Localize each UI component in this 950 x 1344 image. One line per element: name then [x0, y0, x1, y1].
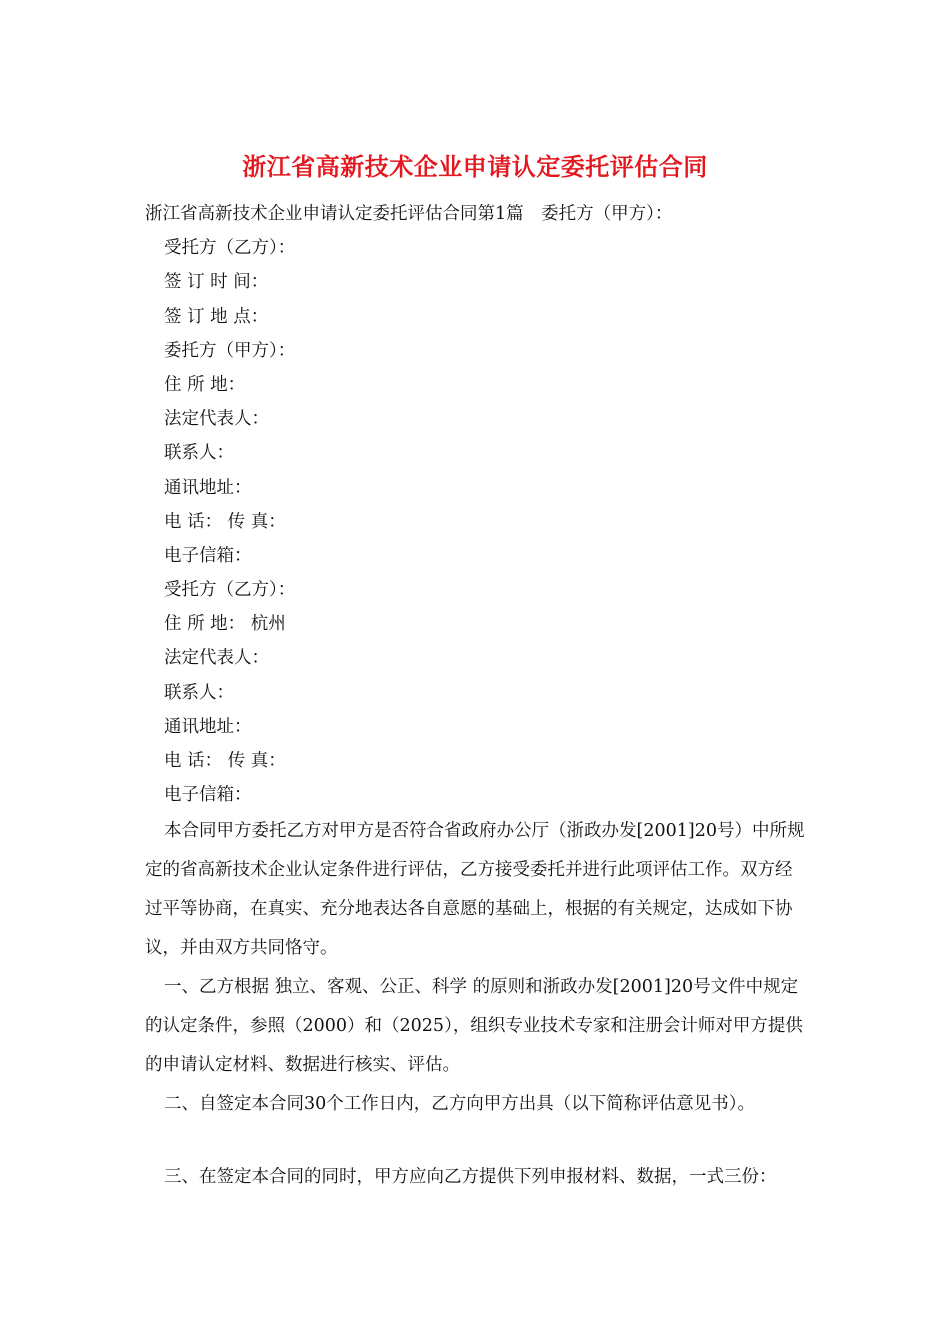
field-trustee-contact: 联系人： [164, 682, 234, 703]
paragraph-clause-3: 三、在签定本合同的同时，甲方应向乙方提供下列申报材料、数据，一式三份： [164, 1167, 777, 1188]
field-trustee-2: 受托方（乙方）： [164, 580, 296, 601]
field-client-email: 电子信箱： [164, 545, 252, 566]
spacer [145, 1124, 805, 1158]
intro-line: 浙江省高新技术企业申请认定委托评估合同第1篇 委托方（甲方）： [145, 204, 673, 224]
paragraph-purpose: 本合同甲方委托乙方对甲方是否符合省政府办公厅（浙政办发[2001]20号）中所规定的省高新技术企业认定条件进行评估，乙方接受委托并进行此项评估工作。双方经过平等协商，在真实、充分地表达各自意愿的基础上，根据的有关规定，达成如下协议，并由双方共同恪守。 [145, 821, 805, 959]
field-client-phone-fax: 电 话： 传 真： [164, 511, 286, 532]
document-title: 浙江省高新技术企业申请认定委托评估合同 [242, 152, 708, 181]
field-sign-place: 签 订 地 点： [164, 306, 269, 327]
field-trustee-phone-fax: 电 话： 传 真： [164, 751, 286, 771]
field-client-legal-rep: 法定代表人： [164, 409, 269, 430]
field-trustee-legal-rep: 法定代表人： [164, 648, 269, 669]
field-client-address: 住 所 地： [164, 374, 246, 395]
document-body [145, 197, 805, 1197]
field-trustee-mail-address: 通讯地址： [164, 716, 252, 737]
paragraph-clause-1: 一、乙方根据 独立、客观、公正、科学 的原则和浙政办发[2001]20号文件中规定的认定条件，参照（2000）和（2025），组织专业技术专家和注册会计师对甲方提供的申请认定材料、数据进行核实、评估。 [145, 977, 803, 1076]
field-client: 委托方（甲方）： [164, 340, 296, 361]
field-trustee-address: 住 所 地： 杭州 [164, 614, 286, 635]
field-client-mail-address: 通讯地址： [164, 477, 252, 498]
field-trustee: 受托方（乙方）： [164, 238, 296, 259]
field-client-contact: 联系人： [164, 443, 234, 464]
paragraph-clause-2: 二、自签定本合同30个工作日内，乙方向甲方出具（以下简称评估意见书）。 [164, 1094, 756, 1115]
field-trustee-email: 电子信箱： [164, 785, 252, 806]
field-sign-time: 签 订 时 间： [164, 272, 269, 293]
